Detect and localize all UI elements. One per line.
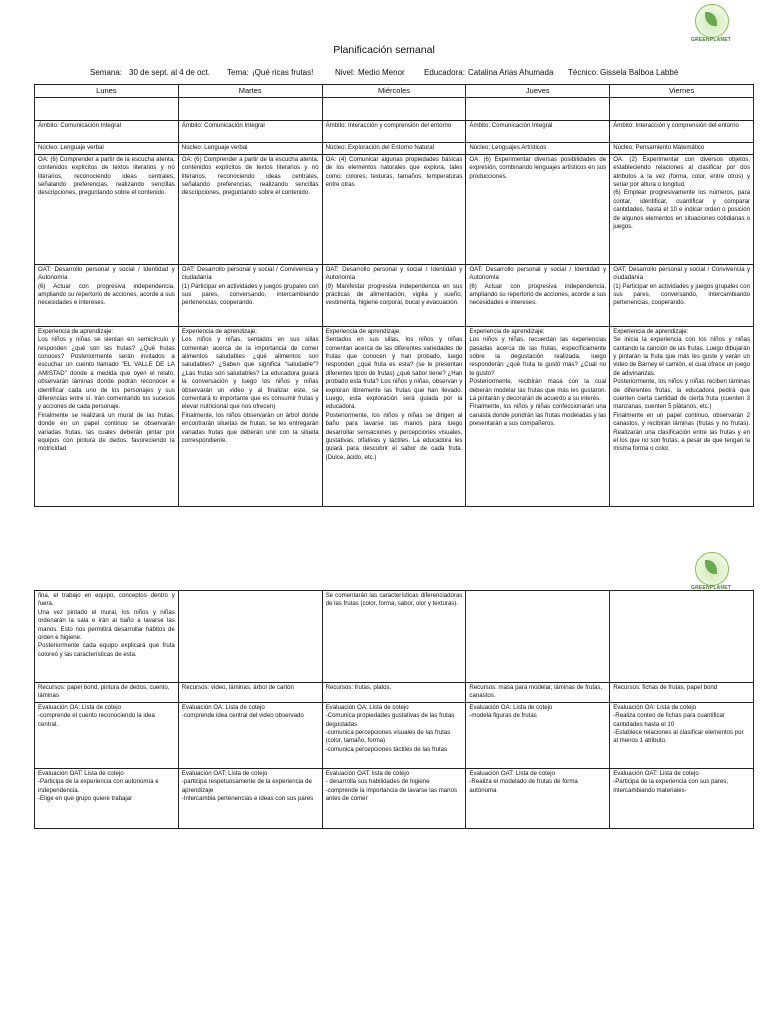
logo-text: GREENPLANET — [691, 37, 731, 43]
recursos-cell: Recursos: fichas de frutas, papel bond — [610, 683, 754, 703]
evaluacion-oa-cell: Evaluación OA: Lista de cotejo -Realiza conteo de fichas para cuantificar cantidades hasta el 10 -Establece relaciones al clasificar elementos por al menos 1 atributo. — [610, 702, 754, 768]
day-jueves: Jueves — [466, 85, 610, 98]
evaluacion-oa-cell: Evaluación OA: Lista de cotejo -comprende idea central del video observado — [178, 702, 322, 768]
blank-row — [35, 98, 754, 121]
educadora-value: Catalina Arias Ahumada — [468, 68, 554, 77]
oa-cell: OA: (2) Experimentar con diversos objetos, estableciendo relaciones al clasificar por dos atributos a la vez (forma, color, entre otros) y seriar por altura o longitud. (6) Emplear progresivamente los números, para contar, identificar, cuantificar y comparar cantidades, hasta el 10 e indicar orden o posición de algunos elementos en situaciones cotidianas o juegos. — [610, 154, 754, 264]
evaluacion-oat-row — [35, 768, 754, 828]
experiencia-cont-cell — [178, 591, 322, 683]
day-martes: Martes — [178, 85, 322, 98]
ambito-cell: Ámbito: Comunicación Integral — [178, 121, 322, 143]
oa-row — [35, 154, 754, 264]
oa-cell: OA: (6) Comprender a partir de la escucha atenta, contenidos explícitos de textos literarios y no literarios, reconociendo ideas centrales, señalando preferencias, realizando sencillas descripciones, preguntando sobre el contenido. — [35, 154, 179, 264]
recursos-cell: Recursos: frutas, platos, — [322, 683, 466, 703]
evaluacion-oat-cell: Evaluación OAT: lista de cotejo - desarrolla sus habilidades de higiene -comprende la importancia de lavarse las manos antes de comer — [322, 768, 466, 828]
experiencia-cont-cell: fina, el trabajo en equipo, conceptos dentro y fuera. Una vez pintado el mural, los niños y niñas ordenarán la sala e irán al baño a lavarse las manos. Esto nos permitirá desarrollar hábitos de orden e higiene. Posteriormente cada equipo explicará que fruta coloreó y las características de esta. — [35, 591, 179, 683]
evaluacion-oa-row — [35, 702, 754, 768]
nivel-label: Nivel: — [335, 68, 356, 77]
evaluacion-oat-cell: Evaluación OAT: Lista de cotejo -participa respetuosamente de la experiencia de aprendizaje -Intercambia pertenencias e ideas con sus pares — [178, 768, 322, 828]
ambito-cell: Ámbito: Interacción y comprensión del entorno — [610, 121, 754, 143]
recursos-cell: Recursos: papel bond, pintura de dedos, cuento, láminas — [35, 683, 179, 703]
day-viernes: Viernes — [610, 85, 754, 98]
greenplanet-logo — [691, 552, 731, 592]
tecnico-value: Gissela Balboa Labbé — [600, 68, 679, 77]
ambito-row — [35, 121, 754, 143]
experiencia-cell: Experiencia de aprendizaje: Los niños y niñas se sientan en semicírculo y responden ¿qué son las frutas? ¿Qué frutas conoces? Posteriormente serán invitados a escuchar un cuento llamado "EL VALLE DE LA AMISTAD" donde a medida que oyen el relato, observarán láminas donde podrán reconocer e identificar cada uno de los personajes y sus diferencias entre sí. Irán comentando los sucesos y acciones de cada personaje. Finalmente se realizará un mural de las frutas, donde en un papel continuo se observarán variadas frutas, las cuales deberán pintar por equipos con pintura de dedos, favoreciendo la motricidad — [35, 326, 179, 506]
logo-text: GREENPLANET — [691, 585, 731, 591]
recursos-cell: Recursos: video, láminas, árbol de cartón — [178, 683, 322, 703]
day-miercoles: Miércoles — [322, 85, 466, 98]
educadora-label: Educadora: — [424, 68, 465, 77]
page-title: Planificación semanal — [333, 44, 435, 56]
oat-row — [35, 264, 754, 326]
day-lunes: Lunes — [35, 85, 179, 98]
nucleo-cell: Núcleo: Exploración del Entorno Natural — [322, 143, 466, 154]
oat-cell: OAT: Desarrollo personal y social / Identidad y Autonomía (6) Actuar con progresiva independencia, ampliando su repertorio de acciones, acorde a sus necesidades e intereses. — [35, 264, 179, 326]
experiencia-cont-cell — [466, 591, 610, 683]
recursos-row — [35, 683, 754, 703]
oat-cell: OAT: Desarrollo personal y social / Identidad y Autonomía (9) Manifestar progresiva independencia en sus prácticas de alimentación, vigilia y sueño, vestimenta, higiene corporal, bucal y evacuación. — [322, 264, 466, 326]
evaluacion-oat-cell: Evaluación OAT: Lista de cotejo -Participa de la experiencia con sus pares, intercambiando materiales- — [610, 768, 754, 828]
oat-cell: OAT: Desarrollo personal y social / Convivencia y ciudadanía (1) Participar en actividades y juegos grupales con sus pares, conversando, intercambiando pertenencias, cooperando. — [610, 264, 754, 326]
evaluacion-oa-cell: Evaluación OA: Lista de cotejo -modela figuras de frutas — [466, 702, 610, 768]
nucleo-row — [35, 143, 754, 154]
recursos-cell: Recursos: masa para modelar, láminas de frutas, canastos. — [466, 683, 610, 703]
experiencia-cell: Experiencia de aprendizaje: Sentados en sus sillas, los niños y niñas comentan acerca de las diferentes variedades de frutas que conocen y han probado, luego responden ¿qué fruta es esta? (se le presentan diferentes tipos de frutas) ¿qué sabor tiene? ¿Han probado esta fruta? Los niños y niñas, observan y exploran libremente las frutas que han llevado. Luego, esta exploración será guiada por la educadora. Posteriormente, los niños y niñas se dirigen al baño para lavarse las manos para luego desarrollar sensaciones y percepciones visuales, gustativas, olfativas y táctiles. La educadora les guiará para descubrir el sabor de cada fruta. (Dulce, ácido, etc.) — [322, 326, 466, 506]
evaluacion-oat-cell: Evaluación OAT: Lista de cotejo -Realiza el modelado de frutas de forma autónoma — [466, 768, 610, 828]
experiencia-row — [35, 326, 754, 506]
evaluacion-oat-cell: Evaluación OAT: Lista de cotejo -Participa de la experiencia con autonomía e independencia. -Elige en que grupo quiere trabajar — [35, 768, 179, 828]
page-2 — [0, 540, 768, 1024]
experiencia-cont-cell: Se comentarán las características diferenciadoras de las frutas (color, forma, sabor, olor y texturas). — [322, 591, 466, 683]
nucleo-cell: Núcleo: Lenguaje verbal — [35, 143, 179, 154]
semana-label: Semana: — [90, 68, 123, 77]
ambito-cell: Ámbito: Comunicación Integral — [35, 121, 179, 143]
nucleo-cell: Núcleo: Lenguajes Artísticos — [466, 143, 610, 154]
oa-cell: OA: (6) Comprender a partir de la escucha atenta, contenidos explícitos de textos literarios y no literarios, reconociendo ideas centrales, señalando preferencias, realizando sencillas descripciones, preguntando sobre el contenido. — [178, 154, 322, 264]
tema-value: ¡Qué ricas frutas! — [252, 68, 314, 77]
days-row — [35, 85, 754, 98]
tema-label: Tema: — [227, 68, 249, 77]
semana-value: 30 de sept. al 4 de oct. — [129, 68, 210, 77]
experiencia-cell: Experiencia de aprendizaje: Se inicia la experiencia con los niños y niñas cantando la canción de las frutas. Luego dibujarán y pintarán la fruta que más les guste y verán un video de Barney el camión, el cual ofrece un juego de adivinanzas. Posteriormente, los niños y niñas reciben láminas de diferentes frutas, la educadora pedirá que cuenten cierta cantidad de cierta fruta (cuenten 3 manzanas, cuenten 5 plátanos, etc.) Finalmente en un papel continuo, observarán 2 canastos, y recibirán láminas (frutas y no frutas). Realizarán una clasificación entre las frutas y en el los que no son frutas, a pesar de que tengan la misma forma o color. — [610, 326, 754, 506]
experiencia-cell: Experiencia de aprendizaje: Los niños y niñas, recuerdan las experiencias pasadas acerca de las frutas, específicamente sobre la degustación realizada, luego responderán ¿qué fruta te gustó más? ¿Cuál no te gustó? Posteriormente, recibirán masa con la cual deberán modelar las frutas que más les gustaron. La pintarán y decorarán de acuerdo a su interés. Finalmente, los niños y niñas confeccionarán una canasta donde pondrán las frutas modeladas y las presentarán a sus compañeros. — [466, 326, 610, 506]
tecnico-label: Técnico: — [568, 68, 599, 77]
nucleo-cell: Núcleo: Lenguaje verbal — [178, 143, 322, 154]
nivel-value: Medio Menor — [358, 68, 405, 77]
oat-cell: OAT: Desarrollo personal y social / Identidad y Autonomía (6) Actuar con progresiva independencia, ampliando su repertorio de acciones, acorde a sus necesidades e intereses. — [466, 264, 610, 326]
evaluacion-oa-cell: Evaluación OA: Lista de cotejo -comprende el cuento reconociendo la idea central. — [35, 702, 179, 768]
experiencia-cont-row — [35, 591, 754, 683]
ambito-cell: Ámbito: Interacción y comprensión del entorno — [322, 121, 466, 143]
greenplanet-logo — [691, 4, 731, 44]
nucleo-cell: Núcleo: Pensamiento Matemático — [610, 143, 754, 154]
ambito-cell: Ámbito: Comunicación Integral — [466, 121, 610, 143]
experiencia-cont-cell — [610, 591, 754, 683]
weekly-plan-table — [34, 84, 754, 507]
experiencia-cell: Experiencia de aprendizaje: Los niños y niñas, sentados en sus sillas comentan acerca de la importancia de comer alimentos saludables ¿qué alimentos son saludables? ¿Saben que significa "saludable"? ¿Las frutas son saludables? La educadora guiará la conversación y luego los niños y niñas observarán un video y al finalizar este, se comentará lo importante que es consumir frutas y elevar nutricional que nos ofrecen) Finalmente, los niños observarán un árbol donde encontrarán siluetas de frutas, se les entregarán variadas frutas que deberán unir con la silueta correspondiente. — [178, 326, 322, 506]
evaluacion-oa-cell: Evaluación OA: Lista de cotejo -Comunica propiedades gustativas de las frutas degustadas -comunica percepciones visuales de las frutas (color, tamaño, forma) -comunica percepciones táctiles de las frutas — [322, 702, 466, 768]
oa-cell: OA: (6) Experimentar diversas posibilidades de expresión, combinando lenguajes artísticos en sus producciones. — [466, 154, 610, 264]
weekly-plan-table-continued — [34, 590, 754, 829]
oat-cell: OAT: Desarrollo personal y social / Convivencia y ciudadanía (1) Participar en actividades y juegos grupales con sus pares, conversando, intercambiando pertenencias, cooperando. — [178, 264, 322, 326]
oa-cell: OA: (4) Comunicar algunas propiedades básicas de los elementos naturales que explora, tales como: colores, texturas, tamaños, temperaturas entre otras — [322, 154, 466, 264]
